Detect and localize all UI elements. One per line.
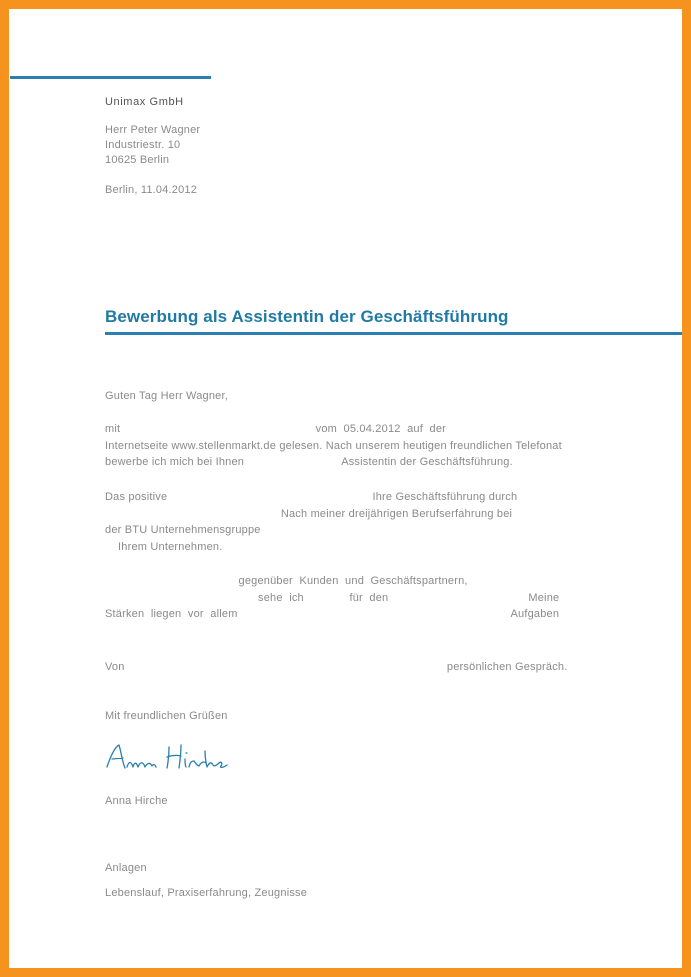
handwritten-signature — [103, 737, 233, 777]
paragraph-1 — [105, 421, 627, 471]
paragraph-line: der BTU Unternehmensgruppe — [105, 524, 261, 536]
paragraph-2 — [105, 489, 627, 555]
paragraph-line: Nach meiner dreijährigen Berufserfahrung bei — [105, 507, 513, 520]
letter-date: Berlin, 11.04.2012 — [105, 184, 198, 196]
paragraph-line: Von persönlichen Gespräch. — [105, 661, 568, 673]
closing: Mit freundlichen Grüßen — [105, 710, 228, 722]
sender-company: Unimax GmbH — [105, 96, 184, 108]
letter-subject: Bewerbung als Assistentin der Geschäftsführung — [105, 307, 509, 326]
paragraph-line: Das positive Ihre Geschäftsführung durch — [105, 491, 518, 503]
letter-page — [9, 9, 682, 968]
paragraph-line: Internetseite www.stellenmarkt.de gelesen. Nach unserem heutigen freundlichen Telefonat — [105, 439, 562, 452]
recipient-name: Herr Peter Wagner — [105, 124, 201, 136]
paragraph-line: Ihrem Unternehmen. — [105, 540, 223, 553]
subject-rule — [105, 332, 682, 335]
paragraph-line: sehe ich für den Meine — [105, 591, 560, 604]
paragraph-4 — [105, 659, 627, 676]
paragraph-line: mit vom 05.04.2012 auf der — [105, 423, 446, 435]
paragraph-line: gegenüber Kunden und Geschäftspartnern, — [105, 575, 468, 587]
recipient-street: Industriestr. 10 — [105, 139, 181, 151]
annex-label: Anlagen — [105, 862, 147, 874]
recipient-address — [105, 123, 200, 168]
paragraph-3 — [105, 573, 627, 623]
paragraph-line: Stärken liegen vor allem Aufgaben — [105, 608, 560, 620]
greeting: Guten Tag Herr Wagner, — [105, 390, 229, 402]
header-rule — [10, 76, 211, 79]
annex-list: Lebenslauf, Praxiserfahrung, Zeugnisse — [105, 887, 308, 899]
signer-name: Anna Hirche — [105, 795, 168, 807]
paragraph-line: bewerbe ich mich bei Ihnen Assistentin der Geschäftsführung. — [105, 456, 513, 468]
recipient-city: 10625 Berlin — [105, 154, 170, 166]
